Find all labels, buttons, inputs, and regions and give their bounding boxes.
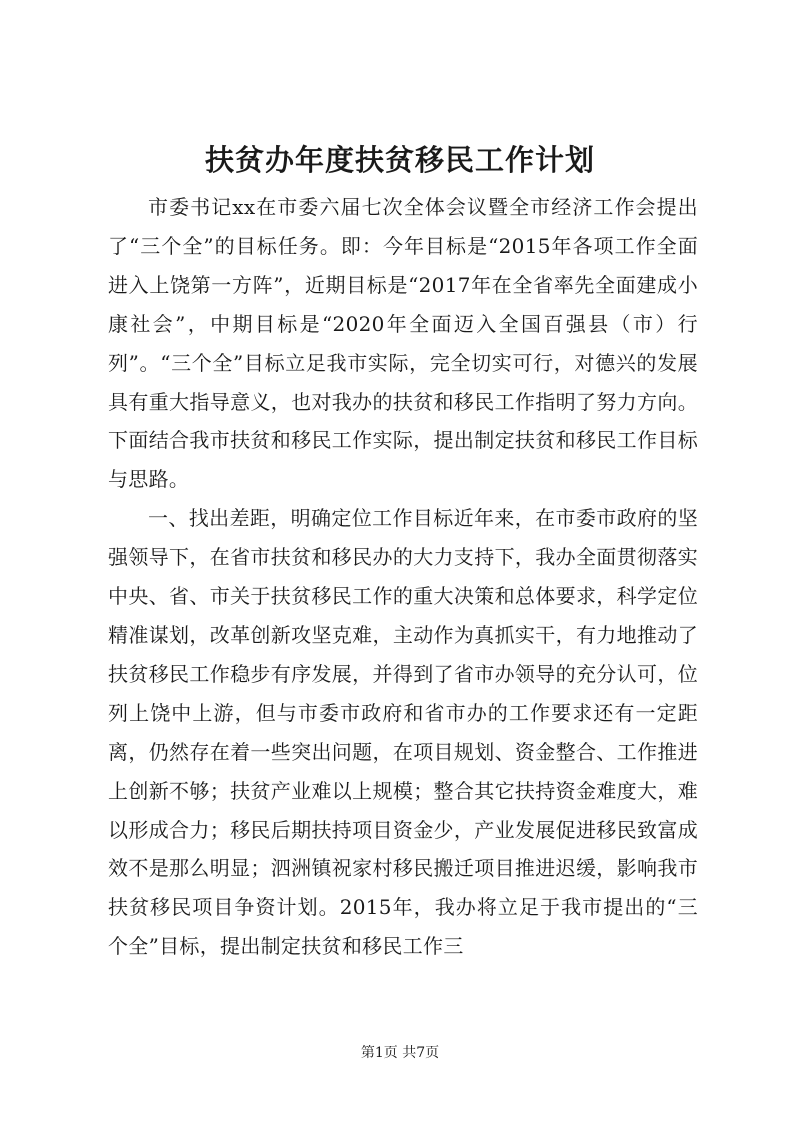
page-number-footer: 第1页 共7页	[360, 1045, 440, 1061]
paragraph-intro: 市委书记xx在市委六届七次全体会议暨全市经济工作会提出了“三个全”的目标任务。即：今年目标是“2015年各项工作全面进入上饶第一方阵”，近期目标是“2017年在全省率先全面建成小康社会”，中期目标是“2020年全面迈入全国百强县（市）行列”。“三个全”目标立足我市实际，完全切实可行，对德兴的发展具有重大指导意义，也对我办的扶贫和移民工作指明了努力方向。下面结合我市扶贫和移民工作实际，提出制定扶贫和移民工作目标与思路。	[108, 195, 698, 492]
document-title: 扶贫办年度扶贫移民工作计划	[204, 143, 595, 177]
document-body	[108, 188, 698, 966]
paragraph-section-one: 一、找出差距，明确定位工作目标近年来，在市委市政府的坚强领导下，在省市扶贫和移民办的大力支持下，我办全面贯彻落实中央、省、市关于扶贫移民工作的重大决策和总体要求，科学定位精准谋划，改革创新攻坚克难，主动作为真抓实干，有力地推动了扶贫移民工作稳步有序发展，并得到了省市办领导的充分认可，位列上饶中上游，但与市委市政府和省市办的工作要求还有一定距离，仍然存在着一些突出问题，在项目规划、资金整合、工作推进上创新不够；扶贫产业难以上规模；整合其它扶持资金难度大，难以形成合力；移民后期扶持项目资金少，产业发展促进移民致富成效不是那么明显；泗洲镇祝家村移民搬迁项目推进迟缓，影响我市扶贫移民项目争资计划。2015年，我办将立足于我市提出的“三个全”目标，提出制定扶贫和移民工作三	[108, 506, 698, 959]
